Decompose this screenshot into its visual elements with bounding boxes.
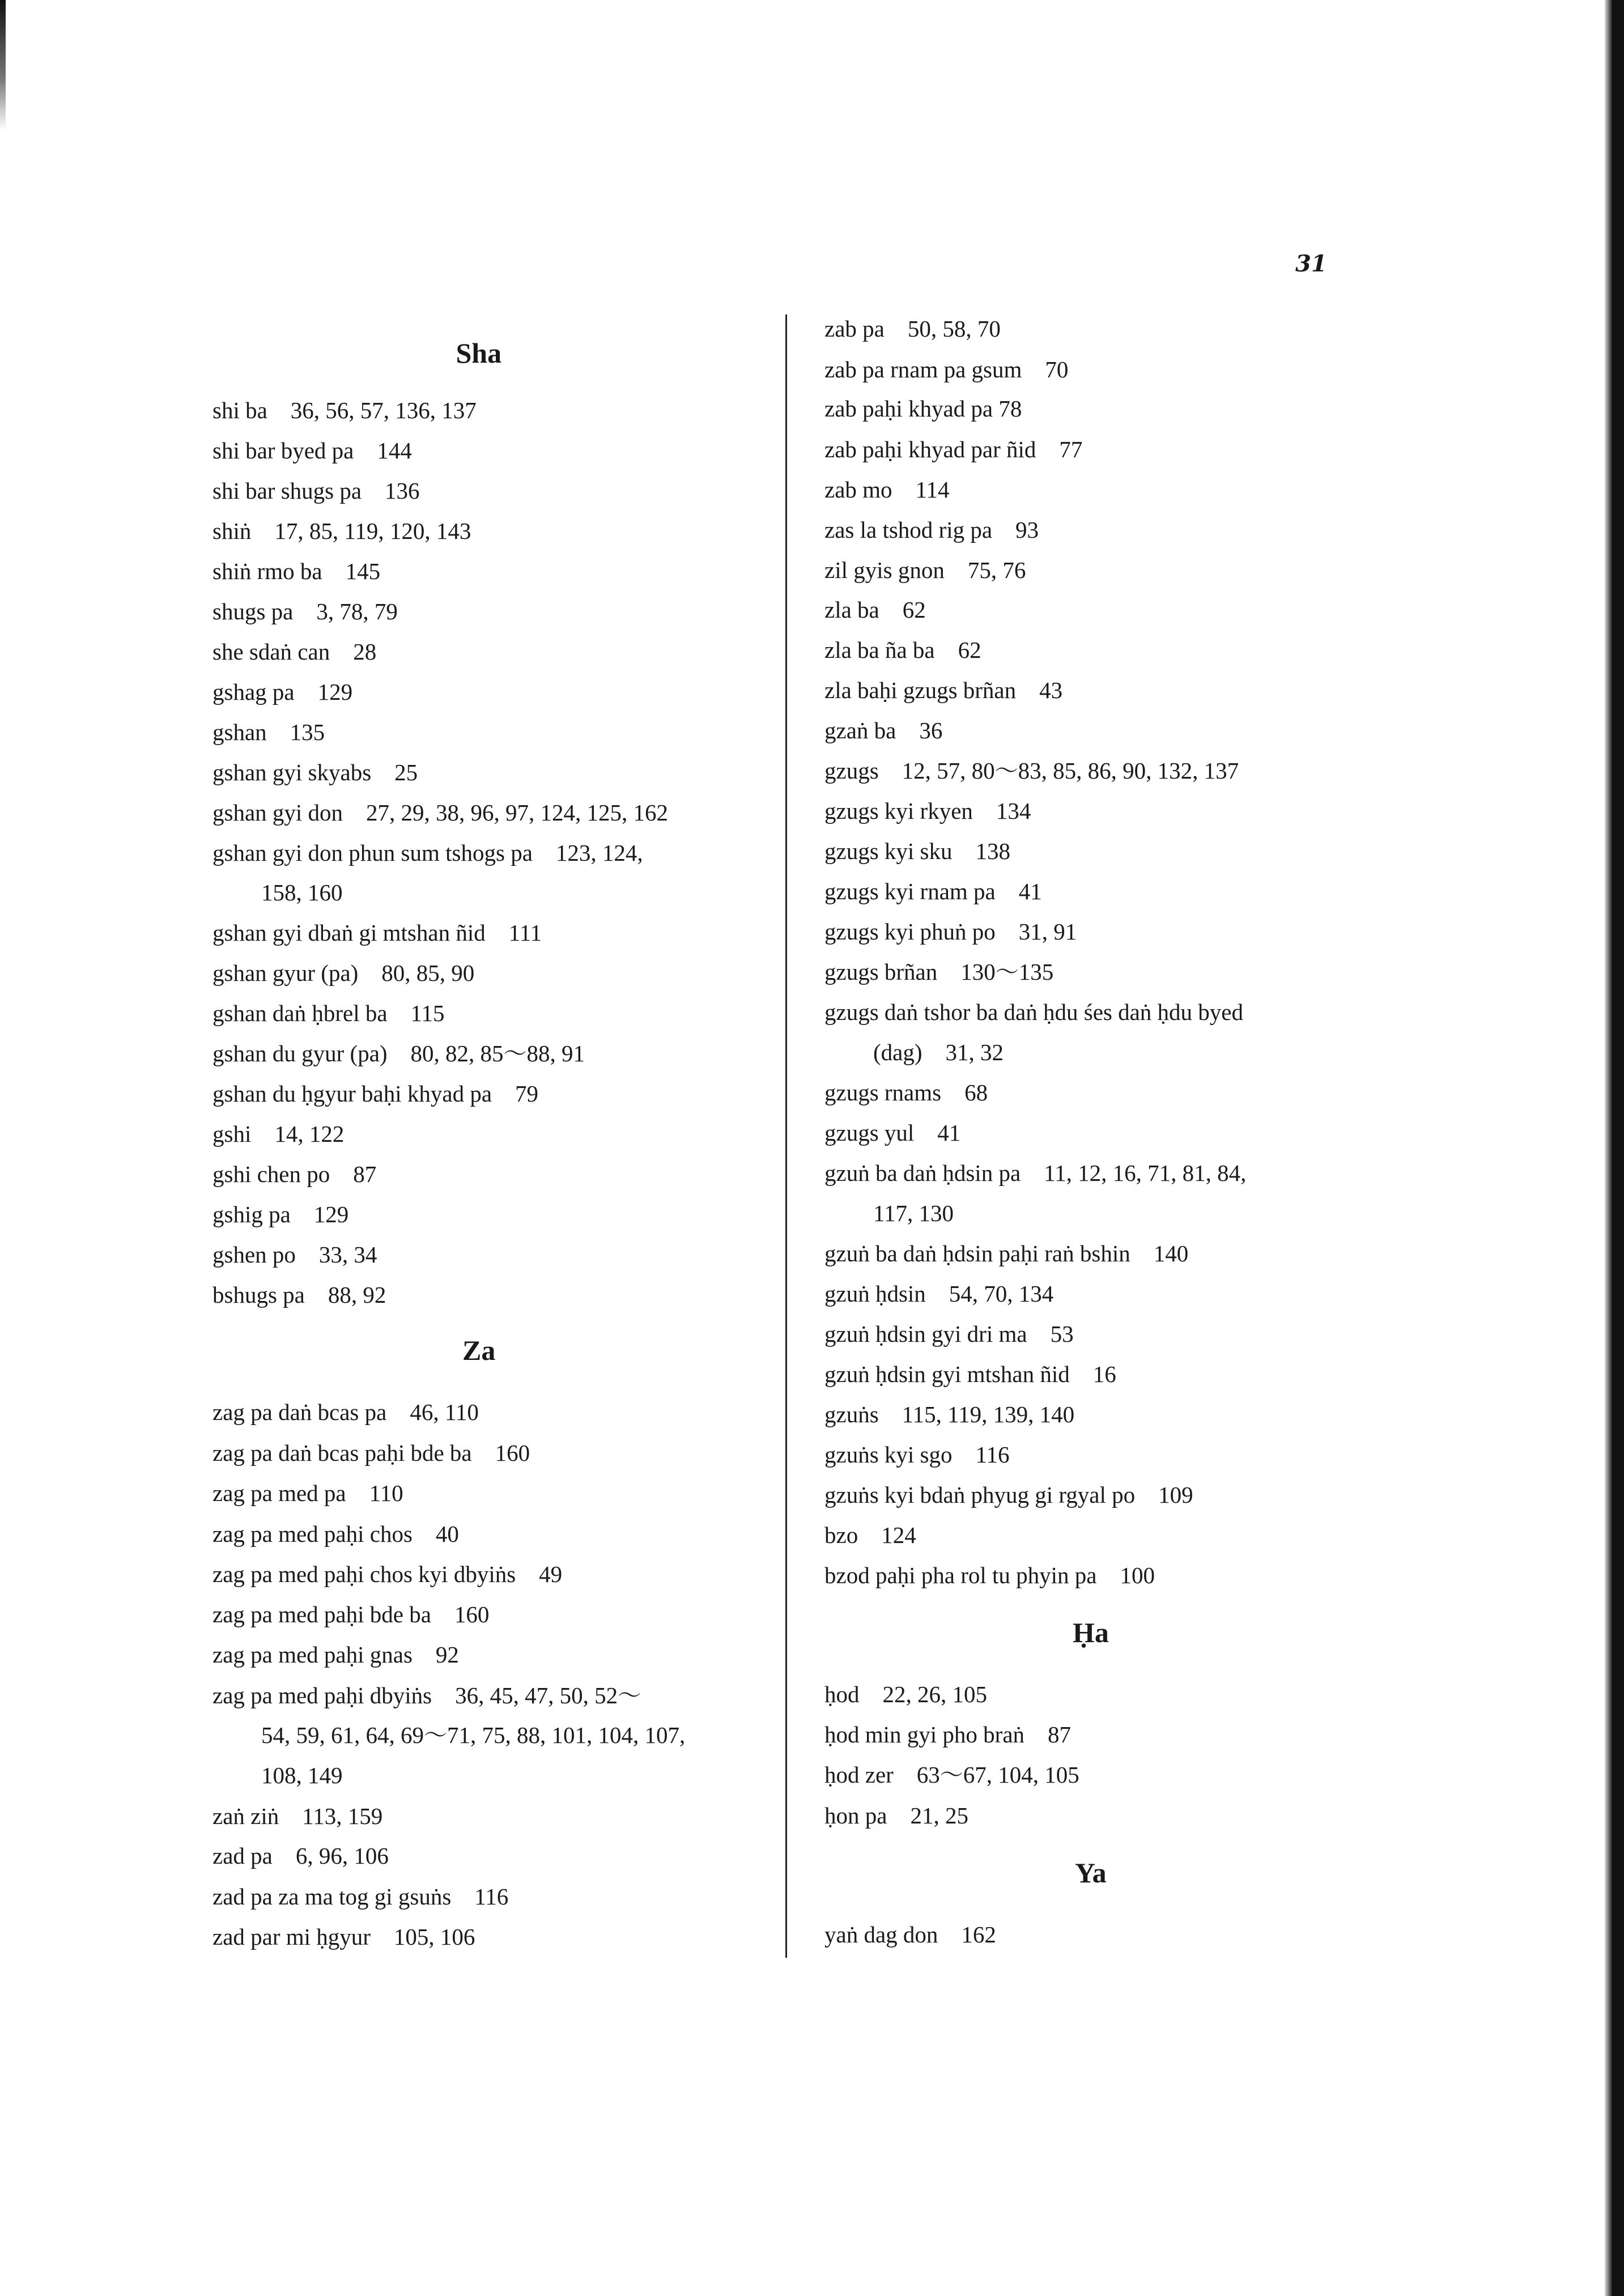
index-entry: gzaṅ ba 36	[824, 717, 943, 743]
index-entry: shiṅ rmo ba 145	[212, 558, 381, 584]
index-entry: gzuṅ ba daṅ ḥdsin pa 11, 12, 16, 71, 81, 84,	[824, 1160, 1247, 1186]
index-entry: gzugs kyi rkyen 134	[824, 798, 1031, 824]
index-entry: gshan gyi don phun sum tshogs pa 123, 124,	[212, 840, 643, 866]
index-entry: gzugs yul 41	[824, 1120, 961, 1146]
index-entry: shi bar shugs pa 136	[212, 478, 420, 504]
index-entry: shi ba 36, 56, 57, 136, 137	[212, 397, 477, 423]
index-entry: zag pa med pa 110	[212, 1480, 403, 1506]
index-entry: zil gyis gnon 75, 76	[824, 557, 1026, 583]
index-entry: zaṅ ziṅ 113, 159	[212, 1803, 383, 1829]
index-entry: zab mo 114	[824, 477, 950, 503]
index-entry: gzugs daṅ tshor ba daṅ ḥdu śes daṅ ḥdu byed	[824, 999, 1244, 1025]
index-entry: gzuṅ ḥdsin 54, 70, 134	[824, 1281, 1054, 1307]
index-entry: gshig pa 129	[212, 1201, 349, 1227]
index-entry: zla ba 62	[824, 597, 926, 623]
index-entry-continuation: 158, 160	[261, 879, 343, 905]
index-entry: gzugs kyi phuṅ po 31, 91	[824, 919, 1077, 945]
index-entry: zab pa 50, 58, 70	[824, 316, 1001, 342]
index-entry: she sdaṅ can 28	[212, 639, 377, 665]
page-number: 31	[1295, 250, 1327, 277]
index-entry: gzuṅ ḥdsin gyi dri ma 53	[824, 1321, 1074, 1347]
index-entry: gshan 135	[212, 719, 325, 745]
index-entry: gzugs 12, 57, 80〜83, 85, 86, 90, 132, 137	[824, 758, 1239, 784]
scan-corner-mark	[0, 0, 6, 130]
index-entry: gshan gyi skyabs 25	[212, 759, 418, 785]
index-entry: zad pa 6, 96, 106	[212, 1843, 389, 1869]
index-entry: shi bar byed pa 144	[212, 437, 412, 464]
index-entry: zla baḥi gzugs brñan 43	[824, 677, 1063, 703]
index-entry: gzuṅs kyi sgo 116	[824, 1442, 1010, 1468]
index-entry: zad pa za ma tog gi gsuṅs 116	[212, 1883, 509, 1910]
index-entry: shiṅ 17, 85, 119, 120, 143	[212, 518, 471, 544]
index-entry: gzuṅs kyi bdaṅ phyug gi rgyal po 109	[824, 1482, 1193, 1508]
column-divider	[785, 314, 787, 1958]
scan-binding-edge	[1605, 0, 1624, 2296]
index-entry: gshan gyur (pa) 80, 85, 90	[212, 960, 475, 986]
index-entry: zag pa daṅ bcas pa 46, 110	[212, 1399, 479, 1425]
index-entry: gzugs brñan 130〜135	[824, 959, 1054, 985]
index-entry-continuation: 108, 149	[261, 1762, 343, 1788]
index-entry: zab paḥi khyad par ñid 77	[824, 436, 1083, 462]
index-entry: gzuṅs 115, 119, 139, 140	[824, 1401, 1075, 1427]
index-entry: zag pa med paḥi bde ba 160	[212, 1601, 490, 1627]
section-heading: Sha	[456, 337, 502, 369]
index-entry: gshan du gyur (pa) 80, 82, 85〜88, 91	[212, 1040, 585, 1066]
index-entry: gzuṅ ba daṅ ḥdsin paḥi raṅ bshin 140	[824, 1240, 1189, 1266]
index-entry: ḥon pa 21, 25	[824, 1802, 968, 1829]
index-entry: gshi chen po 87	[212, 1161, 377, 1187]
index-entry: gshan gyi don 27, 29, 38, 96, 97, 124, 125, 162	[212, 800, 669, 826]
index-entry: gshi 14, 122	[212, 1121, 345, 1147]
section-heading: Ya	[1075, 1857, 1107, 1889]
index-entry: yaṅ dag don 162	[824, 1921, 996, 1948]
index-entry: zla ba ña ba 62	[824, 637, 981, 663]
index-entry: bshugs pa 88, 92	[212, 1282, 386, 1308]
index-entry: gzuṅ ḥdsin gyi mtshan ñid 16	[824, 1361, 1116, 1387]
index-entry: zag pa daṅ bcas paḥi bde ba 160	[212, 1440, 530, 1466]
index-entry: zag pa med paḥi chos kyi dbyiṅs 49	[212, 1561, 563, 1587]
index-entry: gshag pa 129	[212, 679, 353, 705]
index-entry: zas la tshod rig pa 93	[824, 517, 1039, 543]
index-entry: zag pa med paḥi gnas 92	[212, 1642, 459, 1668]
index-entry: gzugs kyi sku 138	[824, 838, 1010, 864]
index-entry: gshen po 33, 34	[212, 1241, 377, 1268]
index-entry: gzugs rnams 68	[824, 1079, 988, 1106]
section-heading: Ḥa	[1073, 1617, 1109, 1648]
index-entry: gzugs kyi rnam pa 41	[824, 878, 1042, 904]
index-entry: zag pa med paḥi dbyiṅs 36, 45, 47, 50, 52〜	[212, 1682, 641, 1708]
index-entry: zab paḥi khyad pa 78	[824, 396, 1022, 422]
index-entry: gshan du ḥgyur baḥi khyad pa 79	[212, 1081, 539, 1107]
section-heading: Za	[462, 1334, 496, 1366]
index-entry: shugs pa 3, 78, 79	[212, 598, 398, 624]
index-entry: ḥod 22, 26, 105	[824, 1681, 987, 1707]
index-entry: ḥod zer 63〜67, 104, 105	[824, 1762, 1079, 1788]
index-entry: zad par mi ḥgyur 105, 106	[212, 1924, 475, 1950]
index-entry-continuation: (dag) 31, 32	[873, 1039, 1004, 1065]
index-entry: zag pa med paḥi chos 40	[212, 1521, 459, 1547]
index-entry: bzo 124	[824, 1522, 916, 1548]
index-entry: ḥod min gyi pho braṅ 87	[824, 1721, 1072, 1747]
index-entry: bzod paḥi pha rol tu phyin pa 100	[824, 1562, 1155, 1588]
index-entry: gshan daṅ ḥbrel ba 115	[212, 1000, 445, 1026]
index-entry-continuation: 54, 59, 61, 64, 69〜71, 75, 88, 101, 104, 107,	[261, 1722, 686, 1748]
index-entry: zab pa rnam pa gsum 70	[824, 356, 1069, 382]
index-entry-continuation: 117, 130	[873, 1200, 954, 1226]
index-entry: gshan gyi dbaṅ gi mtshan ñid 111	[212, 920, 542, 946]
